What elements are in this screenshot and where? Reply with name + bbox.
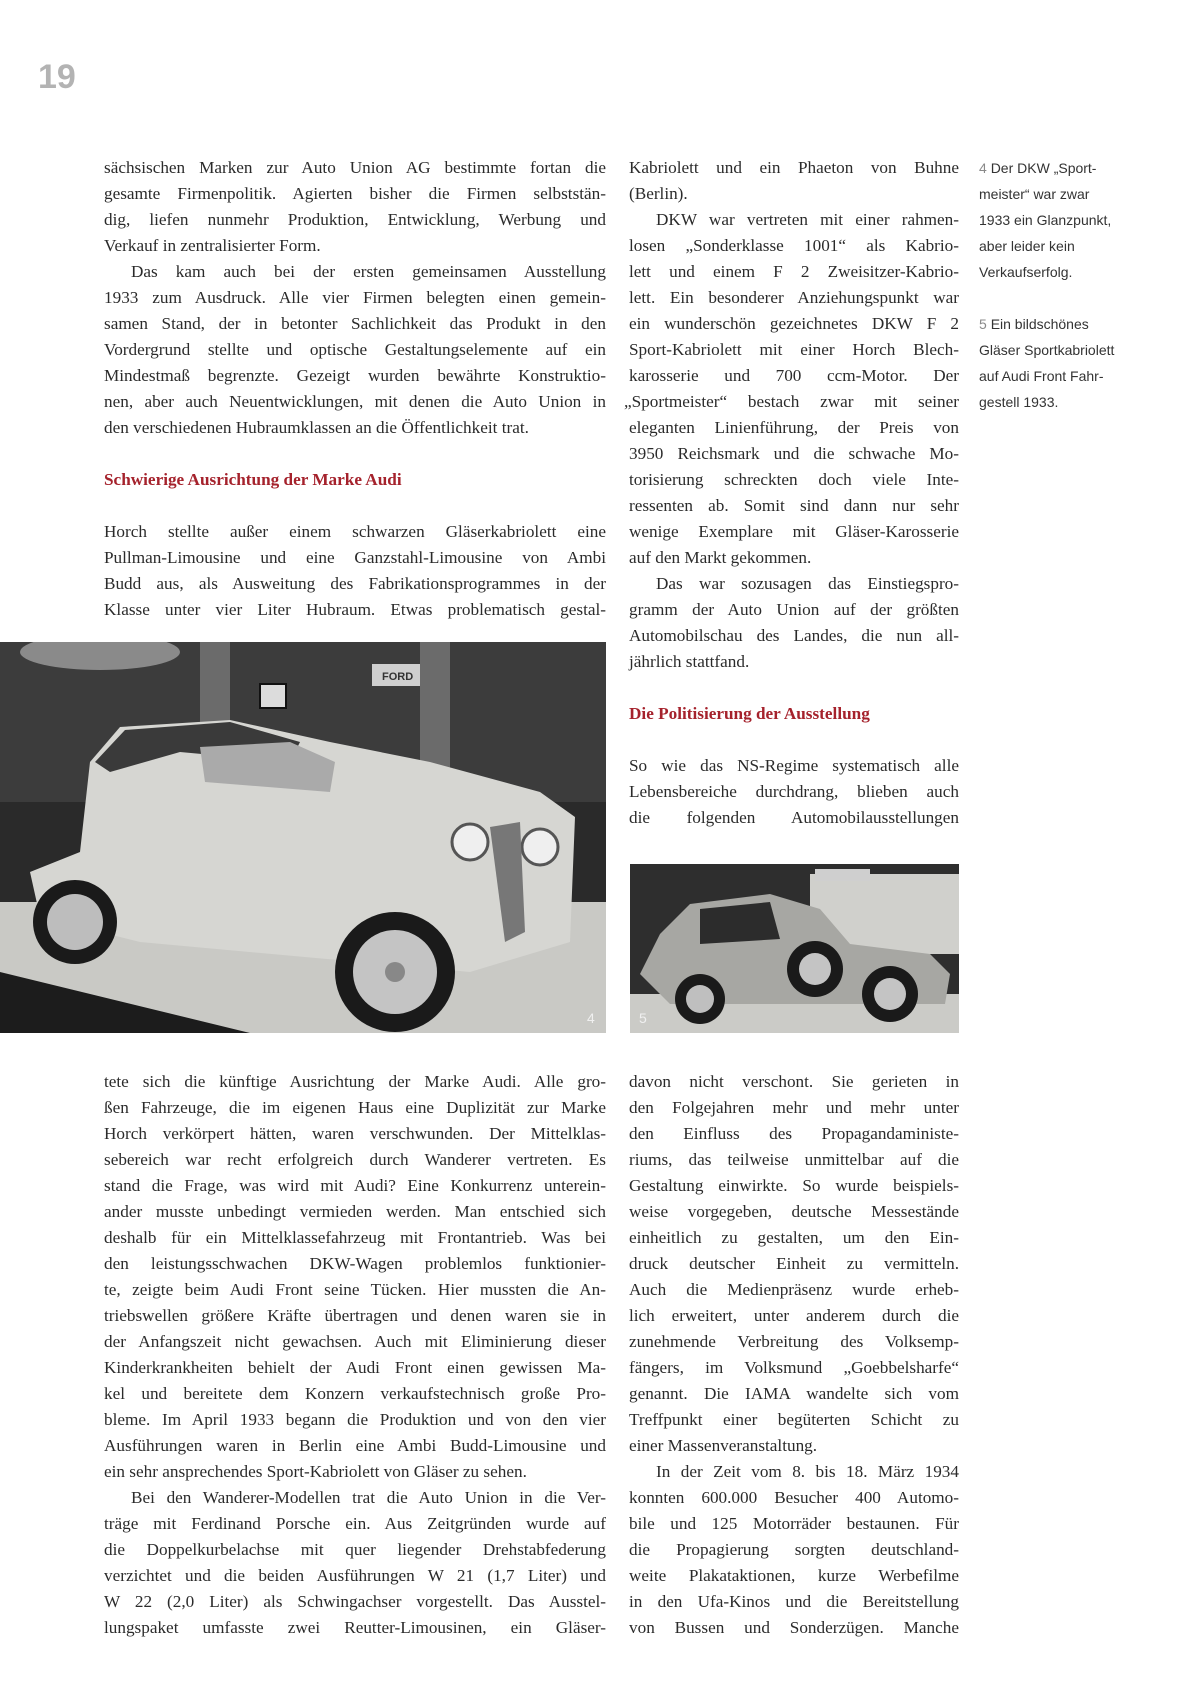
column-left-top — [104, 155, 606, 623]
photo-label: 5 — [639, 1010, 647, 1026]
text-line: Gestaltung einwirkte. So wurde beispiels- — [629, 1176, 959, 1195]
text-line: Ausführungen waren in Berlin eine Ambi Budd-Limousine und — [104, 1436, 606, 1455]
text-line: den verschiedenen Hubraumklassen an die Öffentlichkeit trat. — [104, 418, 529, 437]
text-line: träge mit Ferdinand Porsche ein. Aus Zeitgründen wurde auf — [104, 1514, 606, 1533]
text-line: So wie das NS-Regime systematisch alle — [629, 756, 959, 775]
text-line: Budd aus, als Ausweitung des Fabrikationsprogrammes in der — [104, 574, 606, 593]
text-line: den Einfluss des Propagandaministe- — [629, 1124, 959, 1143]
text-line: sebereich war recht erfolgreich durch Wanderer vertreten. Es — [104, 1150, 606, 1169]
text-line: lungspaket umfasste zwei Reutter-Limousinen, ein Gläser- — [104, 1618, 606, 1637]
caption-line: auf Audi Front Fahr- — [979, 368, 1104, 384]
text-line: Automobilschau des Landes, die nun all- — [629, 626, 959, 645]
text-line: In der Zeit vom 8. bis 18. März 1934 — [656, 1462, 959, 1481]
section-heading: Die Politisierung der Ausstellung — [629, 704, 870, 723]
text-line: samen Stand, der in betonter Sachlichkeit das Produkt in den — [104, 314, 606, 333]
text-line: dig, liefen nunmehr Produktion, Entwicklung, Werbung und — [104, 210, 606, 229]
text-line: stand die Frage, was wird mit Audi? Eine Konkurrenz unterein- — [104, 1176, 606, 1195]
text-line: einheitlich zu gestalten, um den Ein- — [629, 1228, 959, 1247]
text-line: lett. Ein besonderer Anziehungspunkt war — [629, 288, 959, 307]
caption-number: 4 — [979, 160, 987, 176]
text-line: W 22 (2,0 Liter) als Schwingachser vorgestellt. Das Ausstel- — [104, 1592, 606, 1611]
text-line: wenige Exemplare mit Gläser-Karosserie — [629, 522, 959, 541]
text-line: eleganten Linienführung, der Preis von — [629, 418, 959, 437]
text-line: DKW war vertreten mit einer rahmen- — [656, 210, 959, 229]
text-line: Sport-Kabriolett mit einer Horch Blech- — [629, 340, 959, 359]
text-line: ein sehr ansprechendes Sport-Kabriolett von Gläser zu sehen. — [104, 1462, 527, 1481]
text-line: triebswellen größere Kräfte übertragen und denen waren sie in — [104, 1306, 606, 1325]
text-line: konnten 600.000 Besucher 400 Automo- — [629, 1488, 959, 1507]
column-right-bottom — [629, 1069, 959, 1641]
column-left-bottom — [104, 1069, 606, 1641]
text-line: Klasse unter vier Liter Hubraum. Etwas problematisch gestal- — [104, 600, 606, 619]
text-line: in den Ufa-Kinos und die Bereitstellung — [629, 1592, 959, 1611]
text-line: der Anfangszeit nicht gewachsen. Auch mit Eliminierung dieser — [104, 1332, 606, 1351]
text-line: die Propagierung sorgten deutschland- — [629, 1540, 959, 1559]
text-line: zunehmende Verbreitung des Volksemp- — [629, 1332, 959, 1351]
caption-4 — [979, 155, 1111, 285]
text-line: nen, aber auch Neuentwicklungen, mit denen die Auto Union in — [104, 392, 606, 411]
caption-line: Ein bildschönes — [990, 316, 1089, 332]
text-line: Treffpunkt einer begüterten Schicht zu — [629, 1410, 959, 1429]
text-line: losen „Sonderklasse 1001“ als Kabrio- — [629, 236, 959, 255]
text-line: ein wunderschön gezeichnetes DKW F 2 — [629, 314, 959, 333]
text-line: auf den Markt gekommen. — [629, 548, 812, 567]
caption-5 — [979, 311, 1114, 415]
photo-glaeser-sportkabriolett — [630, 864, 959, 1033]
text-line: Vordergrund stellte und optische Gestaltungselemente auf ein — [104, 340, 606, 359]
caption-number: 5 — [979, 316, 987, 332]
text-line: Das kam auch bei der ersten gemeinsamen Ausstellung — [131, 262, 606, 281]
text-line: deshalb für ein Mittelklassefahrzeug mit Frontantrieb. Was bei — [104, 1228, 606, 1247]
text-line: „Sportmeister“ bestach zwar mit seiner — [624, 392, 959, 411]
text-line: davon nicht verschont. Sie gerieten in — [629, 1072, 959, 1091]
car-photo-illustration — [0, 642, 606, 1033]
photo-label: 4 — [587, 1010, 595, 1026]
text-line: bleme. Im April 1933 begann die Produktion und von den vier — [104, 1410, 606, 1429]
text-line: te, zeigte beim Audi Front seine Tücken. Hier mussten die An- — [104, 1280, 606, 1299]
caption-line: gestell 1933. — [979, 394, 1059, 410]
text-line: sächsischen Marken zur Auto Union AG bestimmte fortan die — [104, 158, 606, 177]
text-line: die Doppelkurbelachse mit quer liegender Drehstabfederung — [104, 1540, 606, 1559]
text-line: jährlich stattfand. — [629, 652, 750, 671]
text-line: lett und einem F 2 Zweisitzer-Kabrio- — [629, 262, 959, 281]
text-line: weise vorgegeben, deutsche Messestände — [629, 1202, 959, 1221]
text-line: verzichtet und die beiden Ausführungen W 21 (1,7 Liter) und — [104, 1566, 606, 1585]
text-line: tete sich die künftige Ausrichtung der Marke Audi. Alle gro- — [104, 1072, 606, 1091]
text-line: torisierung schreckten doch viele Inte- — [629, 470, 959, 489]
text-line: ßen Fahrzeuge, die im eigenen Haus eine Duplizität zur Marke — [104, 1098, 606, 1117]
text-line: Kinderkrankheiten behielt der Audi Front einen gewissen Ma- — [104, 1358, 606, 1377]
caption-line: Gläser Sportkabriolett — [979, 342, 1115, 358]
text-line: Lebensbereiche durchdrang, blieben auch — [629, 782, 959, 801]
text-line: genannt. Die IAMA wandelte sich vom — [629, 1384, 959, 1403]
text-line: (Berlin). — [629, 184, 688, 203]
caption-line: meister“ war zwar — [979, 186, 1090, 202]
text-line: Auch die Medienpräsenz wurde erheb- — [629, 1280, 959, 1299]
text-line: karosserie und 700 ccm-Motor. Der — [629, 366, 959, 385]
text-line: Horch verkörpert hätten, waren verschwunden. Der Mittelklas- — [104, 1124, 606, 1143]
text-line: Verkauf in zentralisierter Form. — [104, 236, 321, 255]
text-line: lich erweitert, unter anderem durch die — [629, 1306, 959, 1325]
caption-line: Der DKW „Sport- — [990, 160, 1097, 176]
text-line: die folgenden Automobilausstellungen — [629, 808, 959, 827]
text-line: den leistungsschwachen DKW-Wagen problemlos funktionier- — [104, 1254, 606, 1273]
text-line: Pullman-Limousine und eine Ganzstahl-Limousine von Ambi — [104, 548, 606, 567]
text-line: ressenten ab. Somit sind dann nur sehr — [629, 496, 959, 515]
car-photo-illustration — [630, 864, 959, 1033]
text-line: den Folgejahren mehr und mehr unter — [629, 1098, 959, 1117]
section-heading: Schwierige Ausrichtung der Marke Audi — [104, 470, 402, 489]
text-line: kel und bereitete dem Konzern verkaufstechnisch große Pro- — [104, 1384, 606, 1403]
text-line: Mindestmaß begrenzte. Gezeigt wurden bewährte Konstruktio- — [104, 366, 606, 385]
caption-line: aber leider kein — [979, 238, 1075, 254]
text-line: Horch stellte außer einem schwarzen Gläserkabriolett eine — [104, 522, 606, 541]
text-line: Kabriolett und ein Phaeton von Buhne — [629, 158, 959, 177]
svg-text:FORD: FORD — [382, 671, 414, 683]
text-line: bile und 125 Motorräder bestaunen. Für — [629, 1514, 959, 1533]
text-line: Das war sozusagen das Einstiegspro- — [656, 574, 959, 593]
text-line: gramm der Auto Union auf der größten — [629, 600, 959, 619]
text-line: riums, das teilweise unmittelbar auf die — [629, 1150, 959, 1169]
text-line: ander musste unbedingt vermieden werden. Man entschied sich — [104, 1202, 606, 1221]
caption-line: Verkaufserfolg. — [979, 264, 1073, 280]
text-line: 1933 zum Ausdruck. Alle vier Firmen belegten einen gemein- — [104, 288, 606, 307]
caption-line: 1933 ein Glanzpunkt, — [979, 212, 1112, 228]
text-line: druck deutscher Einheit zu vermitteln. — [629, 1254, 959, 1273]
text-line: einer Massenveranstaltung. — [629, 1436, 818, 1455]
page-number: 19 — [38, 58, 76, 96]
photo-dkw-sportmeister — [0, 642, 606, 1033]
text-line: fängers, im Volksmund „Goebbelsharfe“ — [629, 1358, 959, 1377]
text-line: Bei den Wanderer-Modellen trat die Auto Union in die Ver- — [131, 1488, 606, 1507]
text-line: 3950 Reichsmark und die schwache Mo- — [629, 444, 959, 463]
text-line: weite Plakataktionen, kurze Werbefilme — [629, 1566, 959, 1585]
text-line: von Bussen und Sonderzügen. Manche — [629, 1618, 959, 1637]
column-right-top — [624, 155, 959, 831]
text-line: gesamte Firmenpolitik. Agierten bisher die Firmen selbststän- — [104, 184, 606, 203]
